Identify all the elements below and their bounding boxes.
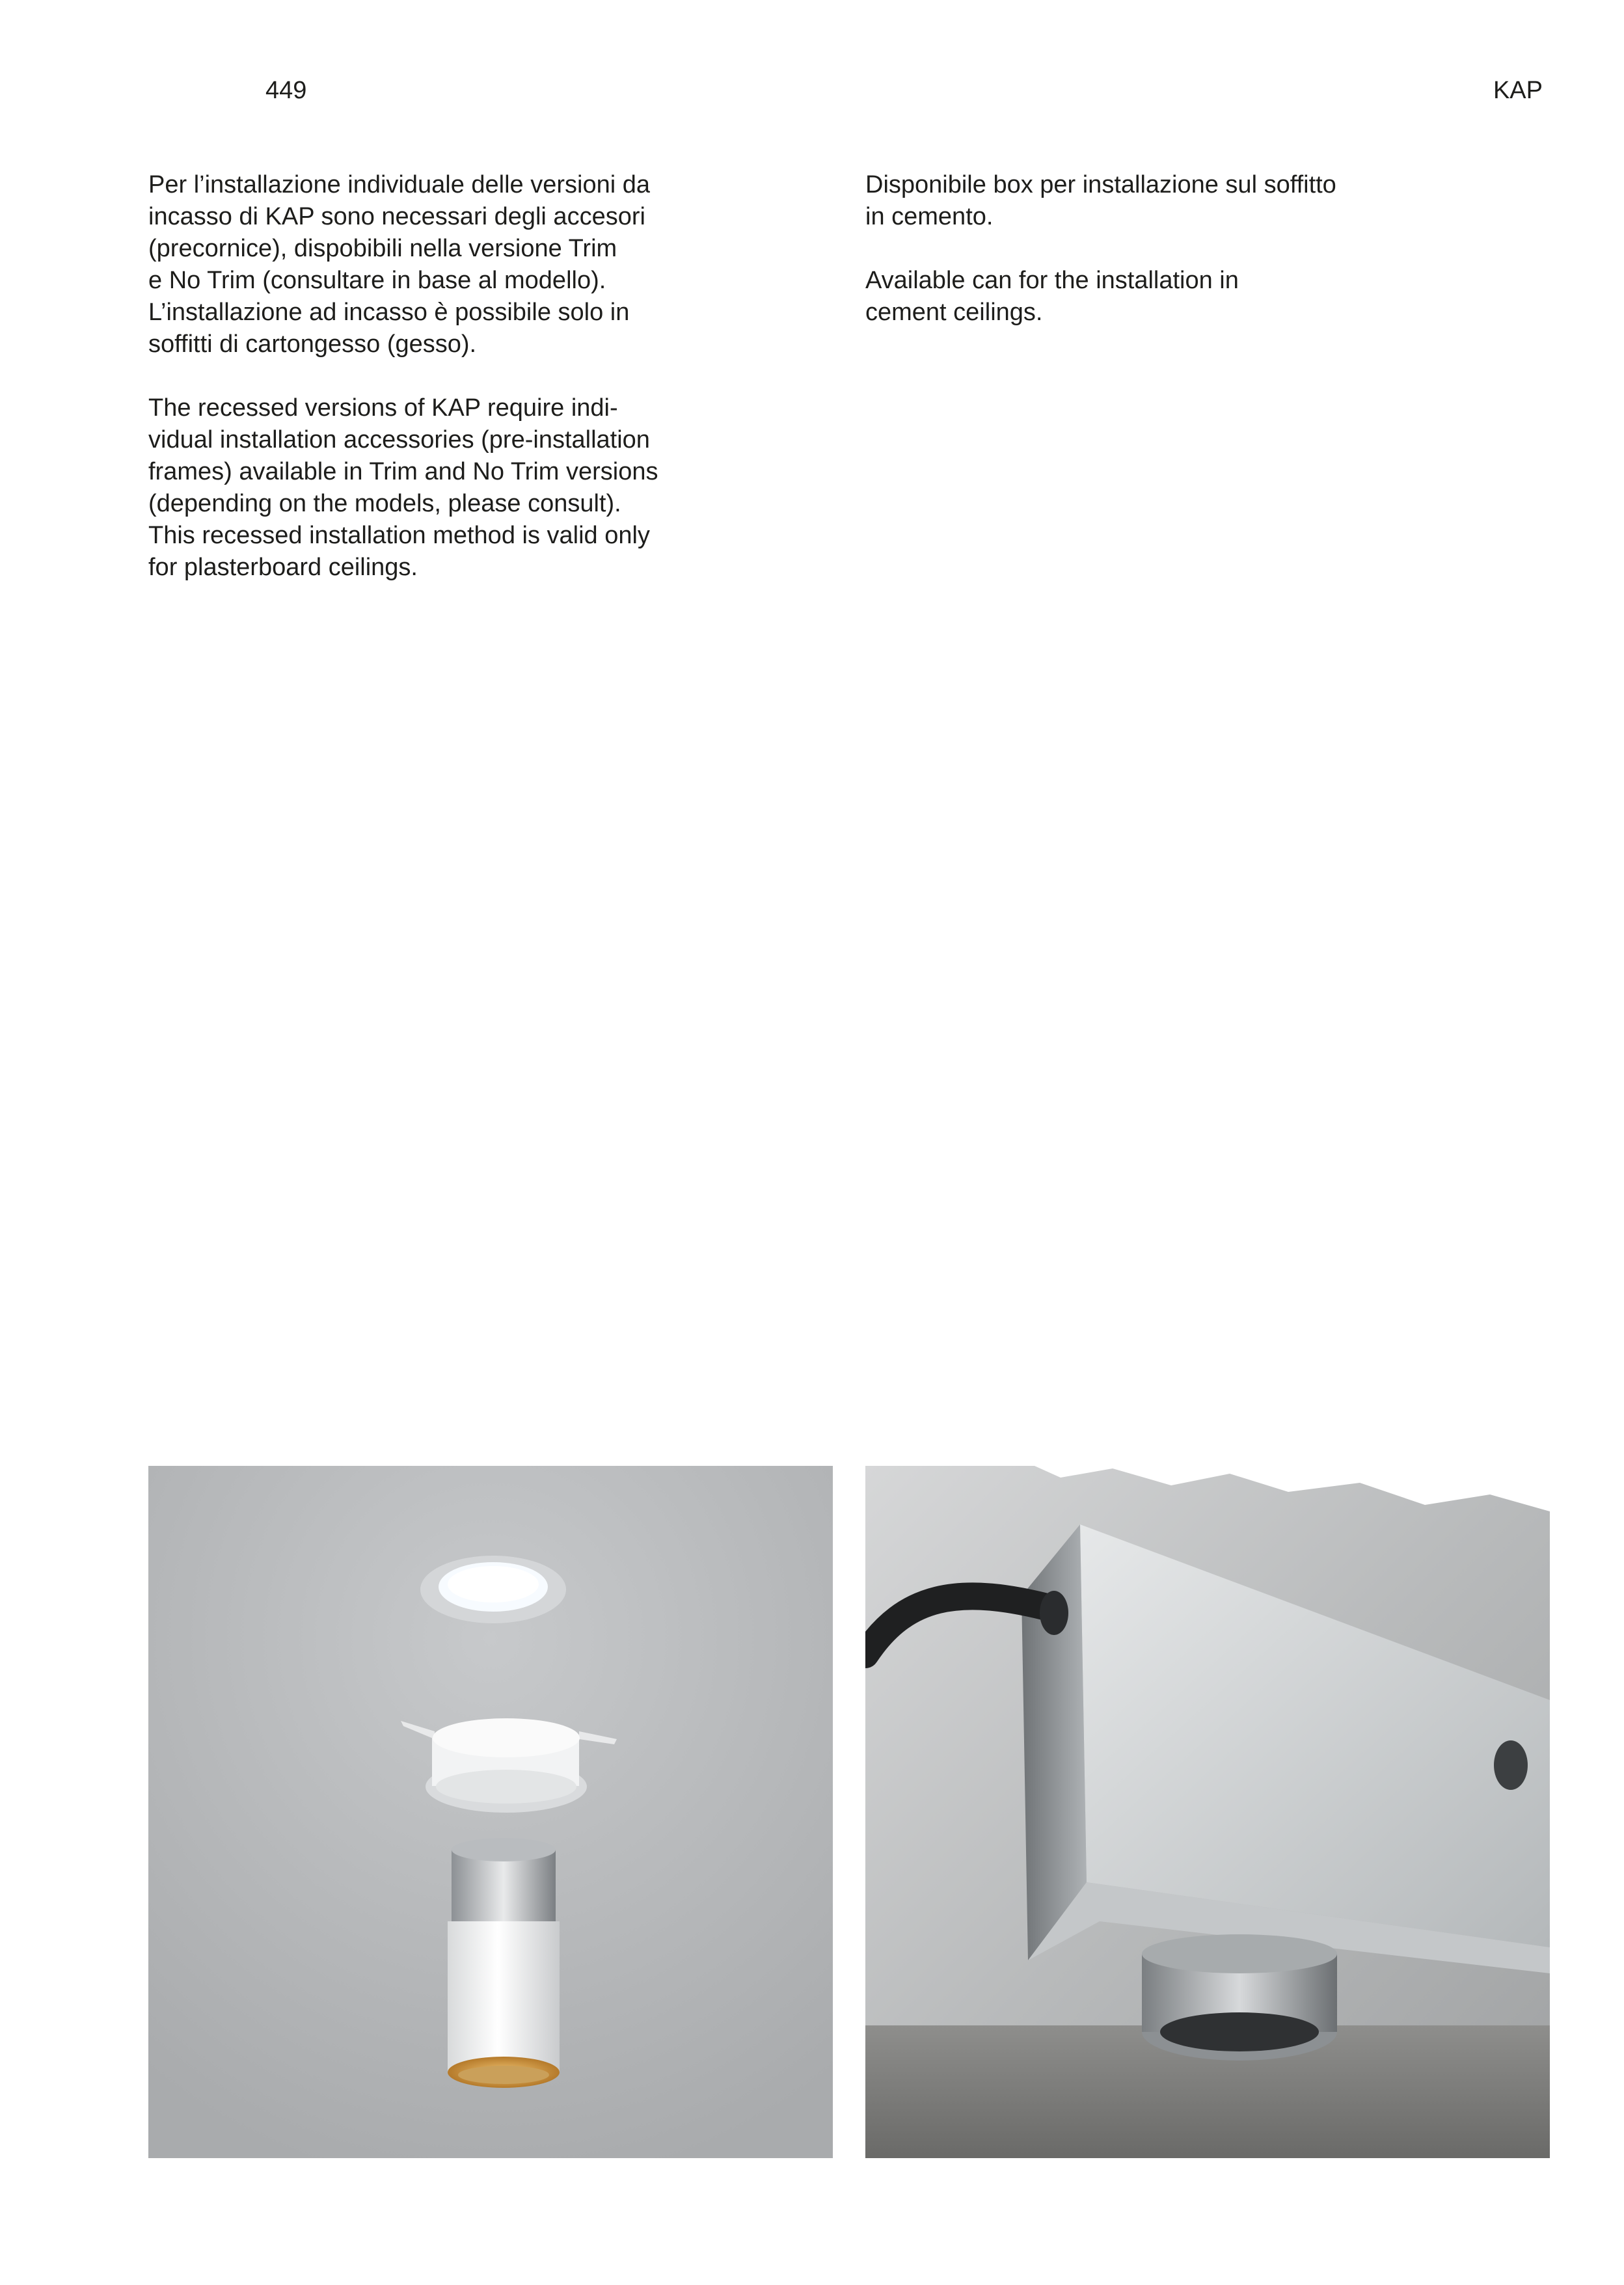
round-collar: [1142, 1934, 1337, 2061]
brand-name: KAP: [1493, 77, 1543, 104]
text-line: incasso di KAP sono necessari degli accesori: [148, 203, 645, 230]
text-line: in cemento.: [865, 203, 994, 230]
text-line: The recessed versions of KAP require indi-: [148, 394, 618, 422]
page-number: 449: [265, 77, 307, 104]
left-text-column: [148, 169, 734, 615]
text-line: frames) available in Trim and No Trim versions: [148, 458, 658, 485]
english-paragraph: [148, 392, 734, 584]
trim-ring: [420, 1556, 566, 1623]
downlight-module: [448, 1838, 560, 2088]
text-line: This recessed installation method is valid only: [148, 522, 650, 549]
text-line: Disponibile box per installazione sul soffitto: [865, 171, 1336, 198]
english-paragraph: [865, 265, 1451, 329]
italian-paragraph: [148, 169, 734, 360]
text-line: soffitti di cartongesso (gesso).: [148, 331, 477, 358]
text-line: vidual installation accessories (pre-installation: [148, 426, 650, 453]
text-line: (precornice), dispobibili nella versione Trim: [148, 235, 617, 262]
text-line: (depending on the models, please consult).: [148, 490, 621, 517]
text-line: Per l’installazione individuale delle versioni da: [148, 171, 651, 198]
right-text-column: [865, 169, 1451, 360]
text-line: e No Trim (consultare in base al modello).: [148, 267, 606, 294]
text-line: for plasterboard ceilings.: [148, 554, 418, 581]
italian-paragraph: [865, 169, 1451, 233]
text-line: L’installazione ad incasso è possibile solo in: [148, 299, 630, 326]
text-line: cement ceilings.: [865, 299, 1043, 326]
recessed-light-exploded-photo: [148, 1466, 833, 2158]
concrete-box-photo: [865, 1466, 1550, 2158]
text-line: Available can for the installation in: [865, 267, 1239, 294]
